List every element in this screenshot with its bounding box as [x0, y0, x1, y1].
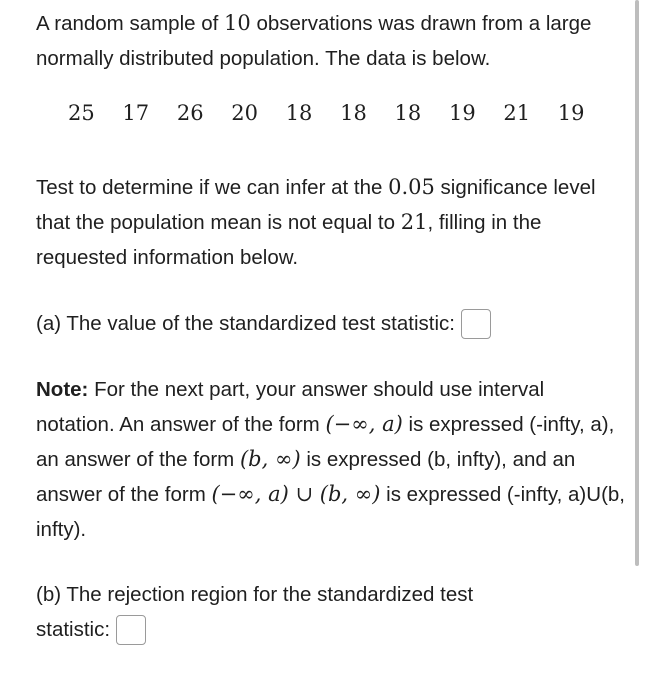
data-value: 26 — [176, 101, 204, 125]
intro-text: A random sample of 10 observations was drawn from a large normally distributed population. The data is below. — [36, 11, 592, 70]
rejection-region-input[interactable] — [116, 615, 146, 645]
note-text: Note: For the next part, your answer should use interval notation. An answer of the form (−∞, a) is expressed (-infty, a), an answer of the form (b, ∞) is expressed (b, infty), and an answer of the form (−∞, a) ∪ (b, ∞) is expressed (-infty, a)U(b, infty). — [36, 378, 625, 541]
data-value: 20 — [231, 101, 258, 125]
part-a-label: (a) The value of the standardized test statistic: — [36, 312, 455, 335]
interval-right-tail: (b, ∞) — [239, 447, 301, 471]
part-a — [36, 306, 626, 341]
data-values — [68, 96, 626, 130]
test-instructions: Test to determine if we can infer at the 0.05 significance level that the population mean is not equal to 21, filling in the requested information below. — [36, 175, 596, 269]
test-statistic-input[interactable] — [461, 309, 491, 339]
data-value: 18 — [394, 101, 422, 125]
interval-two-tail: (−∞, a) ∪ (b, ∞) — [211, 482, 381, 506]
part-b — [36, 577, 626, 647]
hypothesized-mean: 21 — [400, 210, 428, 234]
note-label: Note: — [36, 378, 89, 401]
question-content — [36, 6, 626, 647]
part-b-label: (b) The rejection region for the standardized test — [36, 583, 474, 606]
scrollbar[interactable] — [635, 0, 639, 566]
data-value: 19 — [448, 101, 476, 125]
data-value: 19 — [557, 101, 585, 125]
data-value: 18 — [285, 101, 313, 125]
significance-level: 0.05 — [388, 175, 435, 199]
data-value: 25 — [68, 101, 95, 125]
data-value: 17 — [122, 101, 150, 125]
part-b-label-cont: statistic: — [36, 618, 111, 641]
sample-size: 10 — [224, 11, 251, 35]
interval-left-tail: (−∞, a) — [325, 412, 403, 436]
data-value: 21 — [503, 101, 531, 125]
data-value: 18 — [340, 101, 367, 125]
